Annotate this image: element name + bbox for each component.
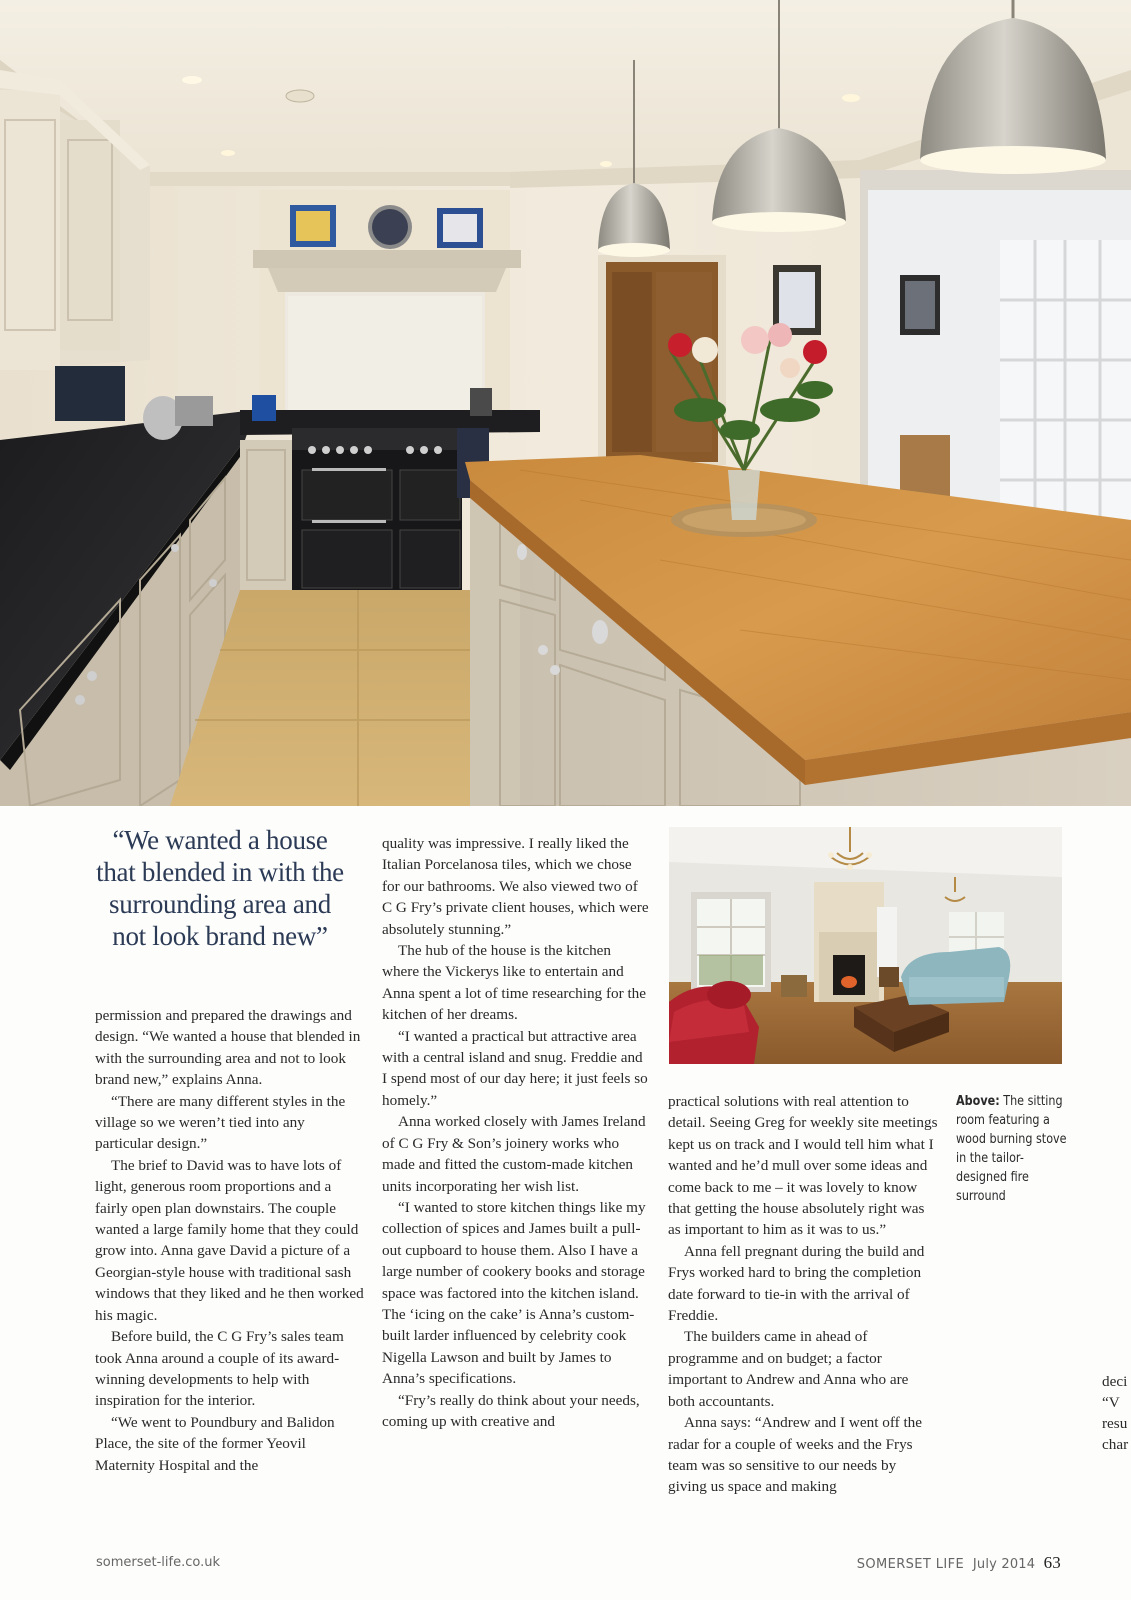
paragraph: quality was impressive. I really liked the Italian Porcelanosa tiles, which we chose for our bathrooms. We also viewed two of C G Fry’s private client houses, which were absolutely stunning.”: [382, 835, 649, 938]
paragraph: “I wanted a practical but attractive area with a central island and snug. Freddie and I spend most of our day here; it just feels so homely.”: [382, 1027, 648, 1109]
paragraph: Anna says: “Andrew and I went off the radar for a couple of weeks and the Frys team was so sensitive to our needs by giving us space and making: [668, 1414, 923, 1496]
issue-date: July 2014: [972, 1557, 1036, 1572]
sitting-room-photo: [669, 827, 1062, 1064]
caption-text: The sitting room featuring a wood burning stove in the tailor-designed fire surround: [956, 1094, 1067, 1204]
page-number: 63: [1043, 1553, 1061, 1572]
cutoff-text-fragment: resu: [1102, 1415, 1128, 1432]
paragraph: practical solutions with real attention to detail. Seeing Greg for weekly site meetings kept us on track and I would tell him what I wanted and he’d mull over some ideas and come back to me – it was lovely to know that getting the house absolutely right was as important to him as it was to us.”: [668, 1093, 938, 1239]
paragraph: “We went to Poundbury and Balidon Place, the site of the former Yeovil Maternity Hospital and the: [95, 1413, 335, 1474]
article-column-3: [668, 1091, 938, 1498]
caption-lead: Above:: [956, 1094, 1000, 1109]
article-column-1: [95, 1005, 365, 1476]
paragraph: Before build, the C G Fry’s sales team took Anna around a couple of its award-winning developments to help with inspiration for the interior.: [95, 1328, 344, 1410]
photo-caption: [956, 1092, 1068, 1206]
paragraph: Anna worked closely with James Ireland of C G Fry & Son’s joinery works who made and fitted the custom-made kitchen units incorporating her wish list.: [382, 1113, 646, 1195]
paragraph: Anna fell pregnant during the build and Frys worked hard to bring the completion date forward to tie-in with the arrival of Freddie.: [668, 1242, 925, 1325]
cutoff-text-fragment: “V: [1102, 1394, 1120, 1411]
footer-folio: [857, 1553, 1061, 1573]
cutoff-text-fragment: deci: [1102, 1373, 1128, 1390]
paragraph: “Fry’s really do think about your needs, coming up with creative and: [382, 1391, 640, 1430]
paragraph: “There are many different styles in the village so we weren’t tied into any particular design.”: [95, 1092, 346, 1153]
publication-name: SOMERSET LIFE: [856, 1557, 965, 1572]
paragraph: The hub of the house is the kitchen where the Vickerys like to entertain and Anna spent a lot of time researching for the kitchen of her dreams.: [382, 942, 647, 1024]
cutoff-text-fragment: char: [1102, 1436, 1129, 1453]
paragraph: permission and prepared the drawings and design. “We wanted a house that blended in with the surrounding area and not to look brand new,” explains Anna.: [95, 1007, 361, 1089]
paragraph: The builders came in ahead of programme and on budget; a factor important to Andrew and Anna who are both accountants.: [668, 1328, 909, 1410]
pull-quote: “We wanted a house that blended in with the surrounding area and not look brand new”: [96, 825, 344, 951]
article-column-2: [382, 833, 650, 1432]
paragraph: The brief to David was to have lots of light, generous room proportions and a fairly open plan downstairs. The couple wanted a large family home that they could grow into. Anna gave David a picture of a Georgian-style house with traditional sash windows that they liked and he then worked his magic.: [95, 1156, 364, 1324]
paragraph: “I wanted to store kitchen things like my collection of spices and James built a pull-out cupboard to house them. Also I have a large number of cookery books and storage space was factored into the kitchen island. The ‘icing on the cake’ is Anna’s custom-built larder influenced by celebrity cook Nigella Lawson and built by James to Anna’s specifications.: [382, 1198, 646, 1388]
footer-website: somerset-life.co.uk: [96, 1555, 220, 1570]
